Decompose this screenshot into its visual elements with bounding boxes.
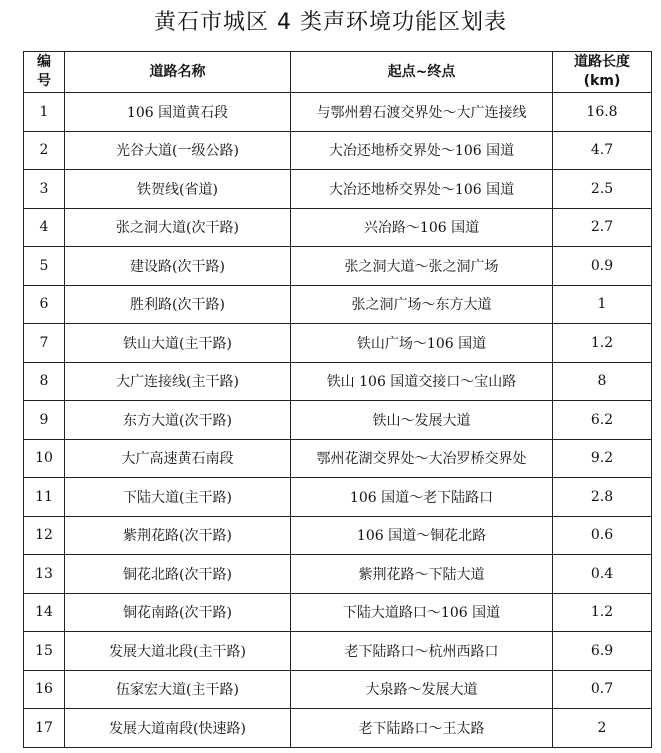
row-number-cell: 4 [24, 208, 65, 247]
start-end-cell: 铁山～发展大道 [291, 401, 553, 440]
road-length-cell: 1 [553, 285, 652, 324]
header-length-line2: (km) [583, 73, 621, 89]
header-no-line1: 编 [37, 54, 51, 70]
row-number-cell: 6 [24, 285, 65, 324]
start-end-cell: 大冶还地桥交界处～106 国道 [291, 170, 553, 209]
table-row [24, 516, 652, 555]
road-name-cell: 发展大道北段(主干路) [65, 632, 291, 671]
road-name-cell: 张之洞大道(次干路) [65, 208, 291, 247]
start-end-cell: 大泉路～发展大道 [291, 670, 553, 709]
start-end-cell: 铁山 106 国道交接口～宝山路 [291, 362, 553, 401]
road-length-cell: 6.9 [553, 632, 652, 671]
table-row [24, 555, 652, 594]
row-number-cell: 13 [24, 555, 65, 594]
table-row [24, 247, 652, 286]
start-end-cell: 兴冶路～106 国道 [291, 208, 553, 247]
row-number-cell: 5 [24, 247, 65, 286]
start-end-cell: 老下陆路口～杭州西路口 [291, 632, 553, 671]
road-name-cell: 光谷大道(一级公路) [65, 131, 291, 170]
road-length-cell: 2.8 [553, 478, 652, 517]
table-header-row [24, 52, 652, 93]
document-title: 黄石市城区 4 类声环境功能区划表 [154, 10, 507, 35]
row-number-cell: 17 [24, 709, 65, 748]
road-length-cell: 16.8 [553, 93, 652, 132]
table-row [24, 324, 652, 363]
road-length-cell: 2.5 [553, 170, 652, 209]
header-no-line2: 号 [37, 73, 51, 89]
row-number-cell: 2 [24, 131, 65, 170]
start-end-cell: 106 国道～老下陆路口 [291, 478, 553, 517]
table-row [24, 593, 652, 632]
road-name-cell: 铁贺线(省道) [65, 170, 291, 209]
road-length-cell: 9.2 [553, 439, 652, 478]
start-end-cell: 大冶还地桥交界处～106 国道 [291, 131, 553, 170]
zoning-table [23, 51, 652, 748]
table-row [24, 439, 652, 478]
header-length-line1: 道路长度 [574, 54, 630, 70]
road-name-cell: 铜花北路(次干路) [65, 555, 291, 594]
row-number-cell: 11 [24, 478, 65, 517]
road-length-cell: 8 [553, 362, 652, 401]
start-end-cell: 下陆大道路口～106 国道 [291, 593, 553, 632]
row-number-cell: 16 [24, 670, 65, 709]
road-name-cell: 铁山大道(主干路) [65, 324, 291, 363]
start-end-cell: 与鄂州碧石渡交界处～大广连接线 [291, 93, 553, 132]
table-row [24, 285, 652, 324]
road-name-cell: 大广高速黄石南段 [65, 439, 291, 478]
row-number-cell: 14 [24, 593, 65, 632]
row-number-cell: 7 [24, 324, 65, 363]
table-row [24, 632, 652, 671]
road-length-cell: 0.9 [553, 247, 652, 286]
road-length-cell: 4.7 [553, 131, 652, 170]
road-name-cell: 紫荆花路(次干路) [65, 516, 291, 555]
table-row [24, 478, 652, 517]
road-name-cell: 大广连接线(主干路) [65, 362, 291, 401]
road-name-cell: 铜花南路(次干路) [65, 593, 291, 632]
road-length-cell: 1.2 [553, 324, 652, 363]
row-number-cell: 10 [24, 439, 65, 478]
header-range: 起点~终点 [291, 52, 553, 93]
row-number-cell: 1 [24, 93, 65, 132]
start-end-cell: 106 国道～铜花北路 [291, 516, 553, 555]
table-row [24, 401, 652, 440]
header-no [24, 52, 65, 93]
start-end-cell: 紫荆花路～下陆大道 [291, 555, 553, 594]
table-row [24, 362, 652, 401]
start-end-cell: 张之洞广场～东方大道 [291, 285, 553, 324]
road-name-cell: 胜利路(次干路) [65, 285, 291, 324]
row-number-cell: 12 [24, 516, 65, 555]
table-row [24, 208, 652, 247]
road-length-cell: 0.7 [553, 670, 652, 709]
road-length-cell: 2 [553, 709, 652, 748]
road-length-cell: 6.2 [553, 401, 652, 440]
start-end-cell: 鄂州花湖交界处～大冶罗桥交界处 [291, 439, 553, 478]
road-name-cell: 106 国道黄石段 [65, 93, 291, 132]
row-number-cell: 8 [24, 362, 65, 401]
row-number-cell: 9 [24, 401, 65, 440]
header-road-name: 道路名称 [65, 52, 291, 93]
start-end-cell: 铁山广场～106 国道 [291, 324, 553, 363]
row-number-cell: 3 [24, 170, 65, 209]
road-length-cell: 0.6 [553, 516, 652, 555]
table-body [24, 93, 652, 748]
road-name-cell: 建设路(次干路) [65, 247, 291, 286]
road-name-cell: 东方大道(次干路) [65, 401, 291, 440]
header-length [553, 52, 652, 93]
table-row [24, 93, 652, 132]
road-name-cell: 伍家宏大道(主干路) [65, 670, 291, 709]
road-length-cell: 2.7 [553, 208, 652, 247]
start-end-cell: 老下陆路口～王太路 [291, 709, 553, 748]
table-row [24, 670, 652, 709]
table-row [24, 131, 652, 170]
table-row [24, 709, 652, 748]
road-name-cell: 发展大道南段(快速路) [65, 709, 291, 748]
road-length-cell: 0.4 [553, 555, 652, 594]
table-row [24, 170, 652, 209]
row-number-cell: 15 [24, 632, 65, 671]
start-end-cell: 张之洞大道～张之洞广场 [291, 247, 553, 286]
road-name-cell: 下陆大道(主干路) [65, 478, 291, 517]
road-length-cell: 1.2 [553, 593, 652, 632]
